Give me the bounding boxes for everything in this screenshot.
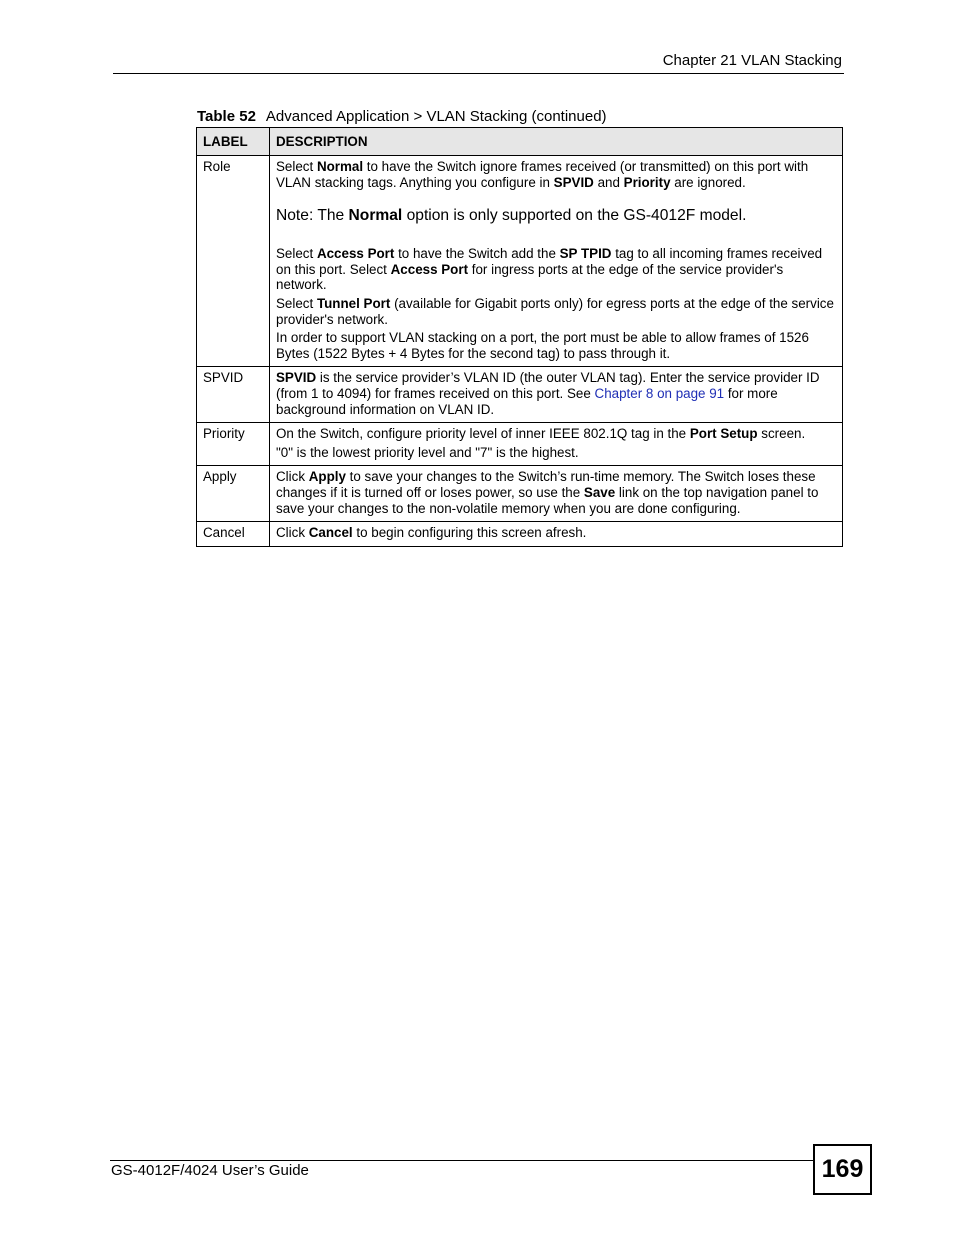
header-rule	[113, 73, 844, 74]
bold-text: Apply	[308, 469, 346, 485]
table-row-apply	[197, 466, 843, 522]
text-run: for ingress ports at the edge of the service provider's network.	[276, 261, 784, 293]
chapter-8-link[interactable]: Chapter 8 on page 91	[594, 385, 725, 401]
description-paragraph	[276, 246, 836, 293]
row-label: SPVID	[197, 367, 270, 423]
description-paragraph	[276, 525, 836, 541]
text-run: and	[593, 174, 624, 190]
text-run: screen.	[757, 426, 806, 442]
description-paragraph	[276, 159, 836, 190]
description-paragraph: "0" is the lowest priority level and "7" is the highest.	[276, 444, 579, 460]
table-caption-number: Table 52	[197, 108, 256, 125]
vlan-stacking-table	[196, 127, 843, 547]
text-run: On the Switch, configure priority level of inner IEEE 802.1Q tag in the	[276, 426, 690, 442]
text-run: to save your changes to the Switch’s run-time memory. The Switch loses these changes if it is turned off or loses power, so use the	[276, 469, 816, 500]
text-run: for more background information on VLAN ID.	[276, 385, 778, 417]
text-run: to have the Switch add the	[394, 246, 560, 262]
table-header-row	[197, 128, 843, 156]
bold-text: SPVID	[276, 370, 317, 386]
chapter-title: Chapter 21 VLAN Stacking	[662, 52, 842, 69]
description-paragraph	[276, 426, 836, 442]
text-run: to begin configuring this screen afresh.	[352, 525, 587, 541]
text-run: (available for Gigabit ports only) for egress ports at the edge of the service provider's network.	[276, 295, 834, 327]
text-run: link on the top navigation panel to save your changes to the non-volatile memory when you are done configuring.	[276, 484, 819, 516]
column-header-label: LABEL	[197, 128, 270, 156]
row-label: Role	[197, 156, 270, 367]
bold-text: SPVID	[553, 174, 594, 190]
description-paragraph	[276, 469, 836, 516]
bold-text: Port Setup	[689, 426, 758, 442]
bold-text: Save	[583, 484, 616, 500]
text-run: tag to all incoming frames received on this port. Select	[276, 246, 823, 277]
note-paragraph	[276, 206, 836, 226]
bold-text: Normal	[316, 159, 364, 174]
bold-text: Access Port	[316, 246, 395, 262]
column-header-description: DESCRIPTION	[270, 128, 843, 156]
table-row-cancel	[197, 522, 843, 547]
description-paragraph	[276, 296, 836, 327]
bold-text: Priority	[623, 174, 671, 190]
text-run: Select	[276, 246, 317, 262]
row-label: Priority	[197, 423, 270, 466]
description-paragraph	[276, 370, 836, 417]
bold-text: Access Port	[390, 261, 469, 277]
bold-text: SP TPID	[559, 246, 612, 262]
table-caption-title: Advanced Application > VLAN Stacking (continued)	[265, 108, 607, 125]
description-paragraph: In order to support VLAN stacking on a port, the port must be able to allow frames of 1526 Bytes (1522 Bytes + 4 Bytes for the second tag) to pass through it.	[276, 330, 809, 361]
table-row-priority	[197, 423, 843, 466]
text-run: Note: The	[276, 207, 349, 225]
text-run: option is only supported on the GS-4012F model.	[402, 207, 747, 225]
text-run: Click	[276, 525, 309, 541]
table-row-spvid	[197, 367, 843, 423]
bold-text: Normal	[348, 207, 403, 225]
row-description	[270, 367, 843, 423]
text-run: Select	[276, 295, 317, 311]
text-run: to have the Switch ignore frames received (or transmitted) on this port with VLAN stacking tags. Anything you configure in	[276, 159, 809, 190]
row-description	[270, 156, 843, 367]
footer-rule	[110, 1160, 814, 1161]
row-label: Apply	[197, 466, 270, 522]
bold-text: Tunnel Port	[316, 295, 391, 311]
footer-guide-title: GS-4012F/4024 User’s Guide	[111, 1162, 309, 1179]
text-run: Select	[276, 159, 317, 174]
page-number: 169	[813, 1144, 872, 1195]
row-description	[270, 466, 843, 522]
row-description	[270, 423, 843, 466]
text-run: is the service provider’s VLAN ID (the outer VLAN tag). Enter the service provider ID (from 1 to 4094) for frames received on this port. See	[276, 370, 820, 401]
row-description	[270, 522, 843, 547]
row-label: Cancel	[197, 522, 270, 547]
text-run: are ignored.	[670, 174, 746, 190]
table-row-role	[197, 156, 843, 367]
text-run: Click	[276, 469, 309, 485]
table-caption	[197, 108, 607, 125]
bold-text: Cancel	[308, 525, 353, 541]
